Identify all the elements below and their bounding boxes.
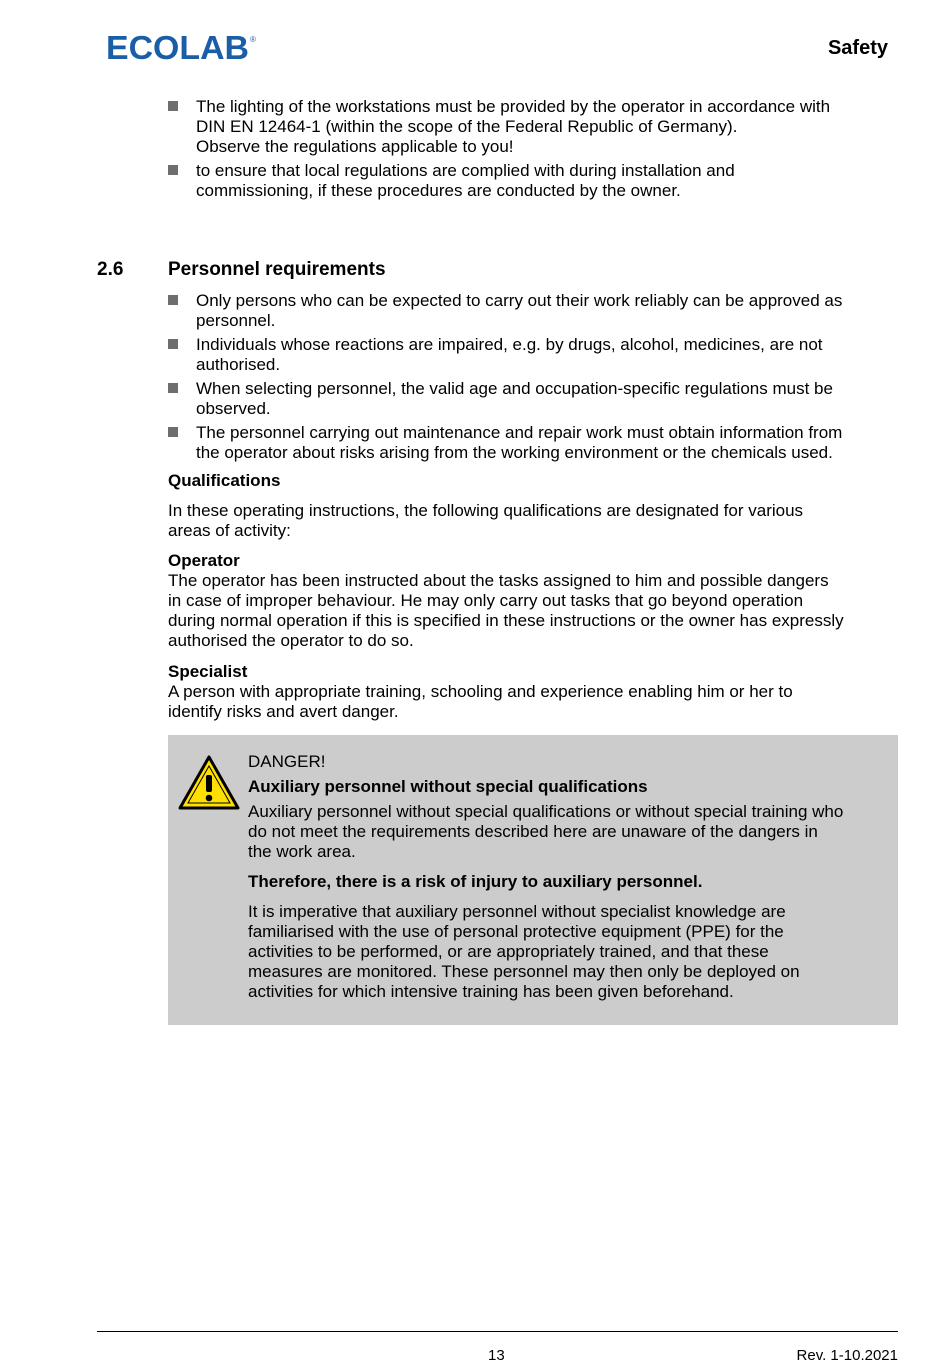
paragraph-line: the work area. bbox=[248, 842, 356, 861]
square-bullet-icon bbox=[168, 101, 178, 111]
square-bullet-icon bbox=[168, 339, 178, 349]
header-title: Safety bbox=[827, 37, 888, 59]
personnel-bullet-list bbox=[168, 291, 898, 467]
square-bullet-icon bbox=[168, 295, 178, 305]
square-bullet-icon bbox=[168, 427, 178, 437]
danger-label: DANGER! bbox=[248, 752, 326, 771]
ecolab-logo bbox=[106, 30, 256, 64]
paragraph-line: during normal operation if this is specified in these instructions or the owner has expressly bbox=[168, 611, 844, 630]
operator-title: Operator bbox=[168, 551, 240, 570]
intro-bullet-list bbox=[168, 97, 898, 205]
page-number: 13 bbox=[488, 1347, 505, 1364]
paragraph-line: areas of activity: bbox=[168, 521, 291, 540]
paragraph-line: It is imperative that auxiliary personnel without specialist knowledge are bbox=[248, 902, 786, 921]
list-item-line: to ensure that local regulations are complied with during installation and bbox=[196, 161, 735, 180]
specialist-definition bbox=[168, 662, 903, 722]
paragraph-line: in case of improper behaviour. He may only carry out tasks that go beyond operation bbox=[168, 591, 804, 610]
list-item-line: authorised. bbox=[196, 355, 281, 374]
paragraph-line: measures are monitored. These personnel may then only be deployed on bbox=[248, 962, 800, 981]
list-item bbox=[168, 379, 898, 419]
danger-subtitle: Auxiliary personnel without special qualifications bbox=[248, 777, 648, 796]
paragraph-line: familiarised with the use of personal protective equipment (PPE) for the bbox=[248, 922, 784, 941]
list-item bbox=[168, 97, 898, 157]
revision-label: Rev. 1-10.2021 bbox=[796, 1347, 898, 1364]
warning-triangle-icon bbox=[178, 755, 240, 811]
list-item-line: personnel. bbox=[196, 311, 276, 330]
list-item-line: When selecting personnel, the valid age and occupation-specific regulations must be bbox=[196, 379, 833, 398]
specialist-title: Specialist bbox=[168, 662, 248, 681]
danger-measures bbox=[248, 902, 888, 1002]
section-number: 2.6 bbox=[97, 259, 124, 280]
square-bullet-icon bbox=[168, 165, 178, 175]
paragraph-line: In these operating instructions, the following qualifications are designated for various bbox=[168, 501, 804, 520]
paragraph-line: activities for which intensive training has been given beforehand. bbox=[248, 982, 734, 1001]
list-item-line: Only persons who can be expected to carry out their work reliably can be approved as bbox=[196, 291, 843, 310]
danger-text bbox=[248, 802, 888, 862]
list-item bbox=[168, 335, 898, 375]
list-item-line: commissioning, if these procedures are conducted by the owner. bbox=[196, 181, 681, 200]
logo-text: ECOLAB bbox=[106, 30, 249, 64]
list-item bbox=[168, 161, 898, 201]
paragraph-line: The operator has been instructed about the tasks assigned to him and possible dangers bbox=[168, 571, 829, 590]
paragraph-line: A person with appropriate training, schooling and experience enabling him or her to bbox=[168, 682, 793, 701]
paragraph-line: do not meet the requirements described here are unaware of the dangers in bbox=[248, 822, 818, 841]
paragraph-line: authorised the operator to do so. bbox=[168, 631, 414, 650]
paragraph-line: Auxiliary personnel without special qualifications or without special training who bbox=[248, 802, 844, 821]
footer-divider bbox=[97, 1331, 898, 1332]
list-item-line: Individuals whose reactions are impaired, e.g. by drugs, alcohol, medicines, are not bbox=[196, 335, 823, 354]
operator-definition bbox=[168, 551, 903, 651]
list-item-line: The personnel carrying out maintenance and repair work must obtain information from bbox=[196, 423, 843, 442]
paragraph-line: activities to be performed, or are appropriately trained, and that these bbox=[248, 942, 769, 961]
section-title: Personnel requirements bbox=[168, 259, 386, 280]
list-item bbox=[168, 423, 898, 463]
paragraph-line: identify risks and avert danger. bbox=[168, 702, 399, 721]
qualifications-intro bbox=[168, 501, 903, 541]
list-item-line: observed. bbox=[196, 399, 271, 418]
list-item bbox=[168, 291, 898, 331]
danger-content bbox=[248, 752, 888, 1002]
list-item-line: DIN EN 12464-1 (within the scope of the Federal Republic of Germany). bbox=[196, 117, 738, 136]
danger-notice bbox=[168, 735, 898, 1025]
list-item-line: Observe the regulations applicable to you! bbox=[196, 137, 514, 156]
list-item-line: The lighting of the workstations must be provided by the operator in accordance with bbox=[196, 97, 831, 116]
qualifications-heading: Qualifications bbox=[168, 471, 281, 490]
registered-mark: ® bbox=[250, 35, 256, 44]
list-item-line: the operator about risks arising from the working environment or the chemicals used. bbox=[196, 443, 833, 462]
danger-consequence: Therefore, there is a risk of injury to auxiliary personnel. bbox=[248, 872, 703, 891]
square-bullet-icon bbox=[168, 383, 178, 393]
